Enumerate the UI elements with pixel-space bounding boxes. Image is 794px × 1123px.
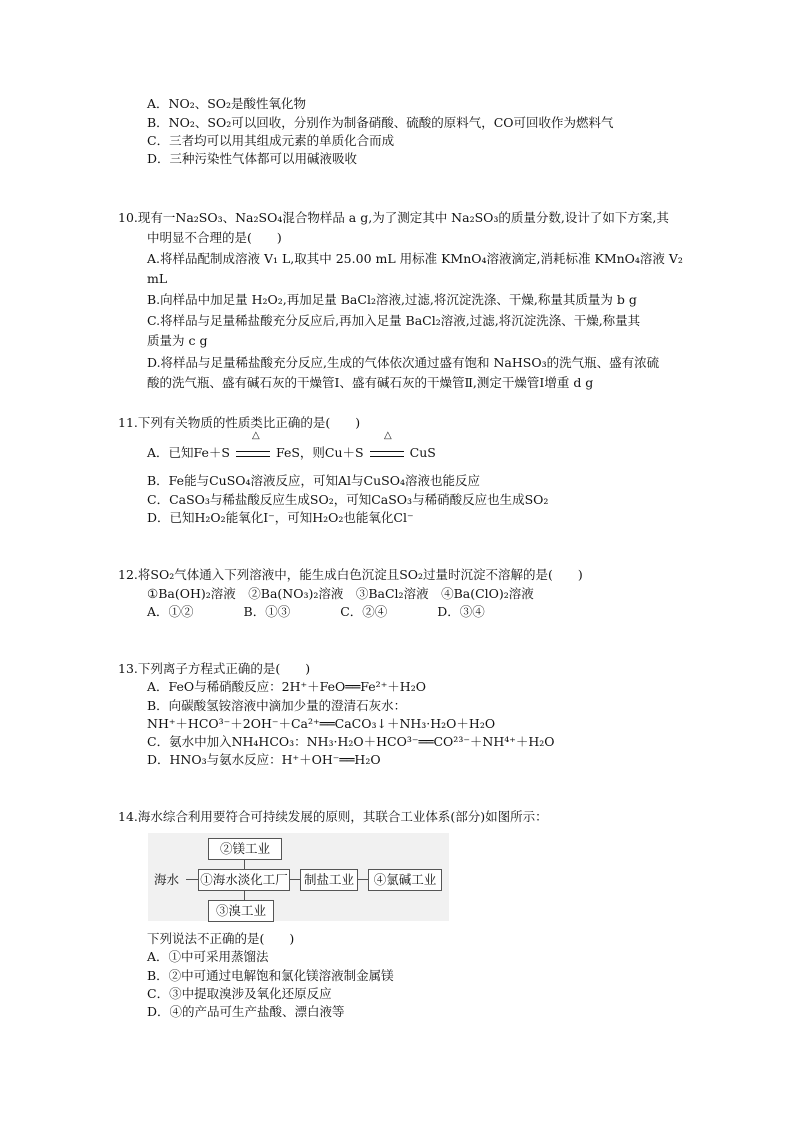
q13-stem: 13.下列离子方程式正确的是( ): [118, 661, 311, 676]
q11-a-part3: CuS: [409, 445, 436, 460]
q14-option-b: B．②中可通过电解饱和氯化镁溶液制金属镁: [147, 968, 394, 983]
q11-a-part2: FeS，则Cu＋S: [275, 445, 364, 460]
q10-option-d-line2: 酸的洗气瓶、盛有碱石灰的干燥管Ⅰ、盛有碱石灰的干燥管Ⅱ,测定干燥管Ⅰ增重 d g: [147, 375, 594, 390]
q10-option-c-line1: C.将样品与足量稀盐酸充分反应后,再加入足量 BaCl₂溶液,过滤,将沉淀洗涤、干燥,称量其: [147, 313, 641, 328]
q12-stem: 12.将SO₂气体通入下列溶液中，能生成白色沉淀且SO₂过量时沉淀不溶解的是( ): [118, 567, 583, 582]
q10-option-b: B.向样品中加足量 H₂O₂,再加足量 BaCl₂溶液,过滤,将沉淀洗涤、干燥,称量其质量为 b g: [147, 292, 637, 307]
connector-line: [186, 879, 198, 880]
connector-line: [244, 890, 245, 900]
q14-option-d: D．④的产品可生产盐酸、漂白液等: [147, 1004, 345, 1019]
equals-arrow: [370, 451, 404, 457]
q14-question: 下列说法不正确的是( ): [147, 931, 295, 946]
q11-option-a: [147, 444, 436, 462]
q13-option-d: D．HNO₃与氨水反应：H⁺＋OH⁻══H₂O: [147, 752, 381, 767]
q10-stem-line2: 中明显不合理的是( ): [147, 230, 282, 245]
q14-option-a: A．①中可采用蒸馏法: [147, 949, 269, 964]
q10-option-a-line2: mL: [147, 271, 168, 286]
diagram-label-seawater: 海水: [154, 872, 180, 887]
diagram-box-chlor-alkali: ④氯碱工业: [368, 869, 442, 891]
equals-arrow: [236, 451, 270, 457]
q12-solutions: ①Ba(OH)₂溶液 ②Ba(NO₃)₂溶液 ③BaCl₂溶液 ④Ba(ClO)₂溶液: [147, 586, 534, 601]
q14-option-c: C．③中提取溴涉及氧化还原反应: [147, 986, 332, 1001]
diagram-box-bromine: ③溴工业: [208, 900, 274, 922]
diagram-box-magnesium: ②镁工业: [208, 838, 282, 860]
q13-option-c: C．氨水中加入NH₄HCO₃：NH₃·H₂O＋HCO³⁻══CO²³⁻＋NH⁴⁺＋H₂O: [147, 734, 555, 749]
q11-option-c: C．CaSO₃与稀盐酸反应生成SO₂，可知CaSO₃与稀硝酸反应也生成SO₂: [147, 492, 549, 507]
q10-stem-line1: 10.现有一Na₂SO₃、Na₂SO₄混合物样品 a g,为了测定其中 Na₂SO₃的质量分数,设计了如下方案,其: [118, 210, 669, 225]
q13-option-a: A．FeO与稀硝酸反应：2H⁺＋FeO══Fe²⁺＋H₂O: [147, 679, 426, 694]
heat-symbol: △: [252, 430, 260, 441]
q9-option-a: A．NO₂、SO₂是酸性氧化物: [147, 96, 307, 111]
diagram-box-salt: 制盐工业: [300, 869, 358, 891]
q9-option-c: C．三者均可以用其组成元素的单质化合而成: [147, 133, 395, 148]
q11-a-part1: A．已知Fe＋S: [147, 445, 230, 460]
q10-option-a-line1: A.将样品配制成溶液 V₁ L,取其中 25.00 mL 用标准 KMnO₄溶液滴定,消耗标准 KMnO₄溶液 V₂: [147, 251, 683, 266]
q9-option-d: D．三种污染性气体都可以用碱液吸收: [147, 151, 358, 166]
q11-option-d: D．已知H₂O₂能氧化I⁻，可知H₂O₂也能氧化Cl⁻: [147, 510, 414, 525]
diagram-box-desalination: ①海水淡化工厂: [198, 869, 290, 891]
q11-option-b: B．Fe能与CuSO₄溶液反应，可知Al与CuSO₄溶液也能反应: [147, 473, 480, 488]
q10-option-d-line1: D.将样品与足量稀盐酸充分反应,生成的气体依次通过盛有饱和 NaHSO₃的洗气瓶、盛有浓硫: [147, 355, 660, 370]
heat-symbol: △: [384, 430, 392, 441]
q9-option-b: B．NO₂、SO₂可以回收，分别作为制备硝酸、硫酸的原料气，CO可回收作为燃料气: [147, 115, 614, 130]
q12-answers: A．①② B．①③ C．②④ D．③④: [147, 604, 485, 619]
q14-stem: 14.海水综合利用要符合可持续发展的原则，其联合工业体系(部分)如图所示：: [118, 809, 548, 824]
q13-option-b-line1: B．向碳酸氢铵溶液中滴加少量的澄清石灰水：: [147, 698, 407, 713]
q13-option-b-line2: NH⁺＋HCO³⁻＋2OH⁻＋Ca²⁺══CaCO₃↓＋NH₃·H₂O＋H₂O: [147, 716, 496, 731]
q10-option-c-line2: 质量为 c g: [147, 333, 208, 348]
q11-stem: 11.下列有关物质的性质类比正确的是( ): [118, 415, 361, 430]
